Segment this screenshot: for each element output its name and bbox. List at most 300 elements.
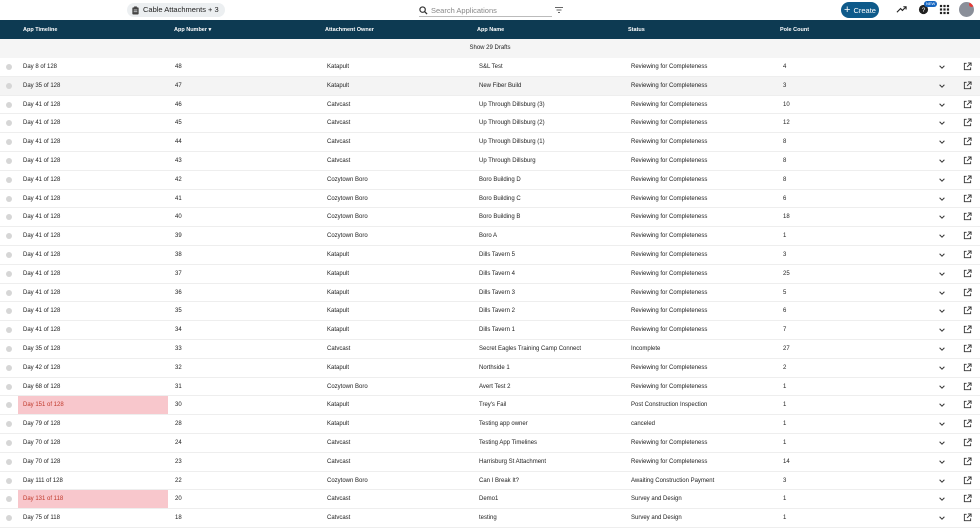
app-name: Dills Tavern 2 [479,308,515,315]
app-status: Survey and Design [631,496,682,503]
table-row[interactable] [0,490,980,509]
chevron-down-icon[interactable] [938,477,946,485]
chevron-down-icon[interactable] [938,307,946,315]
status-dot [6,139,12,145]
attachment-owner: Catvcast [327,496,351,503]
app-status: Reviewing for Completeness [631,439,708,446]
app-name: New Fiber Build [479,82,522,89]
app-number: 46 [175,101,182,108]
status-dot [6,327,12,333]
table-row[interactable] [0,152,980,171]
app-status: Reviewing for Completeness [631,289,708,296]
status-dot [6,214,12,220]
timeline-cell [18,227,168,245]
status-dot [6,177,12,183]
timeline-text: Day 75 of 118 [23,515,60,522]
table-row[interactable] [0,415,980,434]
search-box [419,4,552,17]
app-number: 31 [175,383,182,390]
app-name: Dills Tavern 4 [479,270,515,277]
app-name: Testing App Timelines [479,439,538,446]
open-external-icon[interactable] [963,212,972,221]
status-dot [6,496,12,502]
app-status: Reviewing for Completeness [631,82,708,89]
timeline-text: Day 41 of 128 [23,157,61,164]
timeline-cell [18,58,168,76]
open-external-icon[interactable] [963,382,972,391]
table-header [0,20,980,39]
chevron-down-icon[interactable] [938,157,946,165]
table-row[interactable] [0,340,980,359]
attachment-owner: Cozytown Boro [327,214,368,221]
timeline-cell [18,378,168,396]
table-row[interactable] [0,114,980,133]
chevron-down-icon[interactable] [938,364,946,372]
table-row[interactable] [0,434,980,453]
app-name: Dills Tavern 3 [479,289,515,296]
timeline-text: Day 131 of 118 [23,496,64,503]
attachment-owner: Katapult [327,289,350,296]
timeline-text: Day 8 of 128 [23,64,58,70]
sort-down-icon: ▾ [208,27,212,33]
show-drafts-button[interactable]: Show 29 Drafts [0,39,980,58]
status-dot [6,83,12,89]
status-dot [6,271,12,277]
pole-count: 3 [783,477,787,484]
status-dot [6,196,12,202]
chevron-down-icon[interactable] [938,458,946,466]
app-name: Up Through Dillsburg (1) [479,139,545,146]
open-external-icon[interactable] [963,457,972,466]
app-status: Reviewing for Completeness [631,120,708,127]
attachment-owner: Katapult [327,308,350,315]
open-external-icon[interactable] [963,325,972,334]
chevron-down-icon[interactable] [938,138,946,146]
chevron-down-icon[interactable] [938,232,946,240]
app-status: Reviewing for Completeness [631,139,708,146]
status-dot [6,421,12,427]
timeline-cell [18,284,168,302]
timeline-text: Day 41 of 128 [23,327,61,334]
status-dot [6,365,12,371]
app-status: Post Construction Inspection [631,402,708,409]
timeline-text: Day 41 of 128 [23,120,61,127]
open-external-icon[interactable] [963,494,972,503]
timeline-cell [18,472,168,490]
open-external-icon[interactable] [963,62,972,71]
pole-count: 5 [783,289,787,296]
timeline-cell [18,171,168,189]
app-number: 38 [175,251,182,258]
attachment-owner: Cozytown Boro [327,195,368,202]
chevron-down-icon[interactable] [938,101,946,109]
table-row[interactable] [0,133,980,152]
col-app-timeline[interactable]: App Timeline [23,27,58,33]
chevron-down-icon[interactable] [938,213,946,221]
plus-icon: + [844,3,851,16]
timeline-text: Day 41 of 128 [23,308,61,315]
app-number: 43 [175,157,182,164]
open-external-icon[interactable] [963,231,972,240]
open-external-icon[interactable] [963,100,972,109]
timeline-cell [18,359,168,377]
app-status: Reviewing for Completeness [631,195,708,202]
create-button[interactable] [841,2,879,18]
timeline-text: Day 41 of 128 [23,176,61,183]
app-name: Demo1 [479,496,499,503]
app-number: 35 [175,308,182,315]
chevron-down-icon[interactable] [938,289,946,297]
app-name: Avert Test 2 [479,383,511,390]
applications-table-body [0,58,980,528]
open-external-icon[interactable] [963,81,972,90]
col-app-name[interactable]: App Name [477,27,505,33]
pole-count: 1 [783,515,787,522]
app-name: Up Through Dillsburg (3) [479,101,545,108]
app-name: Up Through Dillsburg (2) [479,120,545,127]
open-external-icon[interactable] [963,137,972,146]
status-dot [6,158,12,164]
chevron-down-icon[interactable] [938,195,946,203]
app-number: 42 [175,176,182,183]
timeline-text: Day 70 of 128 [23,458,61,465]
timeline-cell [18,77,168,95]
status-dot [6,233,12,239]
pole-count: 1 [783,496,787,503]
chevron-down-icon[interactable] [938,420,946,428]
pole-count: 1 [783,439,787,446]
table-row[interactable] [0,284,980,303]
table-row[interactable] [0,265,980,284]
chevron-down-icon[interactable] [938,119,946,127]
pole-count: 8 [783,176,787,183]
pole-count: 3 [783,251,787,258]
app-status: Reviewing for Completeness [631,214,708,221]
timeline-cell [18,321,168,339]
timeline-text: Day 68 of 128 [23,383,61,390]
table-row[interactable] [0,396,980,415]
table-row[interactable] [0,472,980,491]
app-status: Reviewing for Completeness [631,308,708,315]
trending-icon[interactable] [896,4,907,15]
status-dot [6,308,12,314]
attachment-owner: Katapult [327,82,350,89]
timeline-cell [18,152,168,170]
attachment-owner: Cozytown Boro [327,383,368,390]
search-icon [419,6,428,15]
col-app-number-label: App Number [174,27,207,33]
app-status: Reviewing for Completeness [631,383,708,390]
timeline-text: Day 35 of 128 [23,82,61,89]
attachment-owner: Catvcast [327,139,351,146]
pole-count: 3 [783,82,787,89]
timeline-cell [18,133,168,151]
pole-count: 1 [783,402,787,409]
timeline-text: Day 42 of 128 [23,364,61,371]
timeline-cell [18,302,168,320]
app-number: 33 [175,345,182,352]
timeline-text: Day 41 of 128 [23,270,61,277]
timeline-cell [18,490,168,508]
timeline-cell [18,415,168,433]
apps-grid-icon[interactable] [939,4,950,15]
app-number: 36 [175,289,182,296]
attachment-owner: Catvcast [327,515,351,522]
app-number: 23 [175,458,182,465]
app-number: 44 [175,139,182,146]
attachment-owner: Cozytown Boro [327,233,368,240]
app-name: Dills Tavern 5 [479,251,515,258]
table-row[interactable] [0,321,980,340]
app-number: 32 [175,364,182,371]
chevron-down-icon[interactable] [938,82,946,90]
pole-count: 1 [783,421,787,428]
status-dot [6,120,12,126]
col-status[interactable]: Status [628,27,645,33]
table-row[interactable] [0,246,980,265]
pole-count: 2 [783,364,787,371]
status-dot [6,515,12,521]
app-status: Survey and Design [631,515,682,522]
status-dot [6,459,12,465]
pole-count: 27 [783,345,790,352]
app-status: Reviewing for Completeness [631,327,708,334]
app-number: 48 [175,64,182,70]
attachment-owner: Katapult [327,421,350,428]
app-status: Reviewing for Completeness [631,251,708,258]
timeline-text: Day 41 of 128 [23,289,61,296]
status-dot [6,252,12,258]
svg-text:?: ? [921,6,926,14]
app-name: Boro A [479,233,498,240]
app-status: Reviewing for Completeness [631,270,708,277]
app-status: Reviewing for Completeness [631,101,708,108]
open-external-icon[interactable] [963,419,972,428]
status-dot [6,102,12,108]
timeline-cell [18,509,168,527]
clipboard-icon [131,6,140,15]
timeline-text: Day 41 of 128 [23,195,61,202]
attachment-owner: Katapult [327,402,350,409]
open-external-icon[interactable] [963,156,972,165]
timeline-text: Day 70 of 128 [23,439,61,446]
app-number: 30 [175,402,182,409]
chevron-down-icon[interactable] [938,495,946,503]
app-name: Boro Building C [479,195,521,202]
attachment-owner: Catvcast [327,101,351,108]
status-dot [6,290,12,296]
open-external-icon[interactable] [963,269,972,278]
attachment-owner: Katapult [327,64,350,70]
chevron-down-icon[interactable] [938,270,946,278]
pole-count: 14 [783,458,790,465]
status-dot [6,478,12,484]
notification-dot [969,2,974,7]
status-dot [6,440,12,446]
app-name: Testing app owner [479,421,528,428]
app-status: Reviewing for Completeness [631,64,708,70]
attachment-owner: Cozytown Boro [327,176,368,183]
app-number: 45 [175,120,182,127]
app-name: Dills Tavern 1 [479,327,515,334]
timeline-cell [18,96,168,114]
status-dot [6,64,12,70]
attachment-owner: Catvcast [327,120,351,127]
app-number: 40 [175,214,182,221]
chevron-down-icon[interactable] [938,176,946,184]
chevron-down-icon[interactable] [938,514,946,522]
app-name: Secret Eagles Training Camp Connect [479,345,582,352]
pole-count: 6 [783,195,787,202]
timeline-text: Day 41 of 128 [23,101,61,108]
open-external-icon[interactable] [963,344,972,353]
timeline-text: Day 41 of 128 [23,139,61,146]
pole-count: 1 [783,233,787,240]
timeline-cell [18,340,168,358]
chevron-down-icon[interactable] [938,439,946,447]
app-number: 37 [175,270,182,277]
pole-count: 1 [783,383,787,390]
pole-count: 6 [783,308,787,315]
timeline-text: Day 41 of 128 [23,233,61,240]
app-status: Reviewing for Completeness [631,157,708,164]
attachment-owner: Catvcast [327,345,351,352]
app-status: Incomplete [631,345,661,352]
chevron-down-icon[interactable] [938,326,946,334]
table-row[interactable] [0,359,980,378]
status-dot [6,402,12,408]
app-number: 39 [175,233,182,240]
open-external-icon[interactable] [963,476,972,485]
app-name: Boro Building B [479,214,521,221]
open-external-icon[interactable] [963,250,972,259]
pole-count: 12 [783,120,790,127]
app-status: Reviewing for Completeness [631,364,708,371]
attachment-owner: Catvcast [327,157,351,164]
pole-count: 25 [783,270,790,277]
open-external-icon[interactable] [963,288,972,297]
table-row[interactable] [0,77,980,96]
timeline-cell [18,396,168,414]
timeline-cell [18,265,168,283]
status-dot [6,346,12,352]
open-external-icon[interactable] [963,513,972,522]
attachment-owner: Cozytown Boro [327,477,368,484]
timeline-text: Day 79 of 128 [23,421,61,428]
filter-icon[interactable] [554,5,564,15]
timeline-text: Day 41 of 128 [23,214,61,221]
pole-count: 7 [783,327,787,334]
pole-count: 8 [783,157,787,164]
chevron-down-icon[interactable] [938,63,946,71]
pole-count: 4 [783,64,787,70]
col-attachment-owner[interactable]: Attachment Owner [325,27,374,33]
user-avatar[interactable] [959,2,974,17]
attachment-owner: Katapult [327,327,350,334]
table-row[interactable] [0,190,980,209]
app-number: 28 [175,421,182,428]
attachment-owner: Katapult [327,251,350,258]
app-number: 20 [175,496,182,503]
table-row[interactable] [0,171,980,190]
chip-label: Cable Attachments + 3 [143,5,219,14]
col-pole-count[interactable]: Pole Count [780,27,810,33]
chevron-down-icon[interactable] [938,345,946,353]
table-row[interactable] [0,302,980,321]
app-name: Can I Break It? [479,477,520,484]
app-name: Northside 1 [479,364,510,371]
search-input[interactable] [431,6,546,15]
app-name: Trey's Fail [479,402,507,409]
app-number: 24 [175,439,182,446]
open-external-icon[interactable] [963,363,972,372]
timeline-cell [18,190,168,208]
app-status: Reviewing for Completeness [631,458,708,465]
open-external-icon[interactable] [963,118,972,127]
app-status: Reviewing for Completeness [631,233,708,240]
attachment-owner: Katapult [327,364,350,371]
chevron-down-icon[interactable] [938,251,946,259]
app-status: canceled [631,421,656,428]
chevron-down-icon[interactable] [938,383,946,391]
open-external-icon[interactable] [963,306,972,315]
timeline-text: Day 41 of 128 [23,251,61,258]
table-row[interactable] [0,208,980,227]
chevron-down-icon[interactable] [938,401,946,409]
app-status: Awaiting Construction Payment [631,477,715,484]
app-number: 47 [175,82,182,89]
pole-count: 18 [783,214,790,221]
app-number: 34 [175,327,182,334]
timeline-cell [18,453,168,471]
app-type-chip[interactable] [127,3,225,17]
timeline-cell [18,114,168,132]
col-app-number[interactable] [174,27,211,33]
table-row[interactable] [0,227,980,246]
open-external-icon[interactable] [963,194,972,203]
attachment-owner: Catvcast [327,439,351,446]
table-row[interactable] [0,58,980,77]
status-dot [6,384,12,390]
app-name: Harrisburg St Attachment [479,458,547,465]
timeline-cell [18,246,168,264]
app-name: S&L Test [479,64,503,70]
table-row[interactable] [0,96,980,115]
app-name: Boro Building D [479,176,521,183]
pole-count: 10 [783,101,790,108]
timeline-cell [18,208,168,226]
table-row[interactable] [0,378,980,397]
app-number: 22 [175,477,182,484]
open-external-icon[interactable] [963,438,972,447]
new-badge: NEW [926,1,936,6]
open-external-icon[interactable] [963,400,972,409]
app-number: 41 [175,195,182,202]
top-toolbar [0,0,980,20]
attachment-owner: Katapult [327,270,350,277]
app-name: Up Through Dillsburg [479,157,536,164]
table-row[interactable] [0,509,980,528]
open-external-icon[interactable] [963,175,972,184]
app-name: testing [479,515,497,522]
timeline-text: Day 111 of 128 [23,477,63,484]
app-number: 18 [175,515,182,522]
attachment-owner: Catvcast [327,458,351,465]
create-label: Create [853,5,876,15]
table-row[interactable] [0,453,980,472]
timeline-text: Day 151 of 128 [23,402,64,409]
app-status: Reviewing for Completeness [631,176,708,183]
